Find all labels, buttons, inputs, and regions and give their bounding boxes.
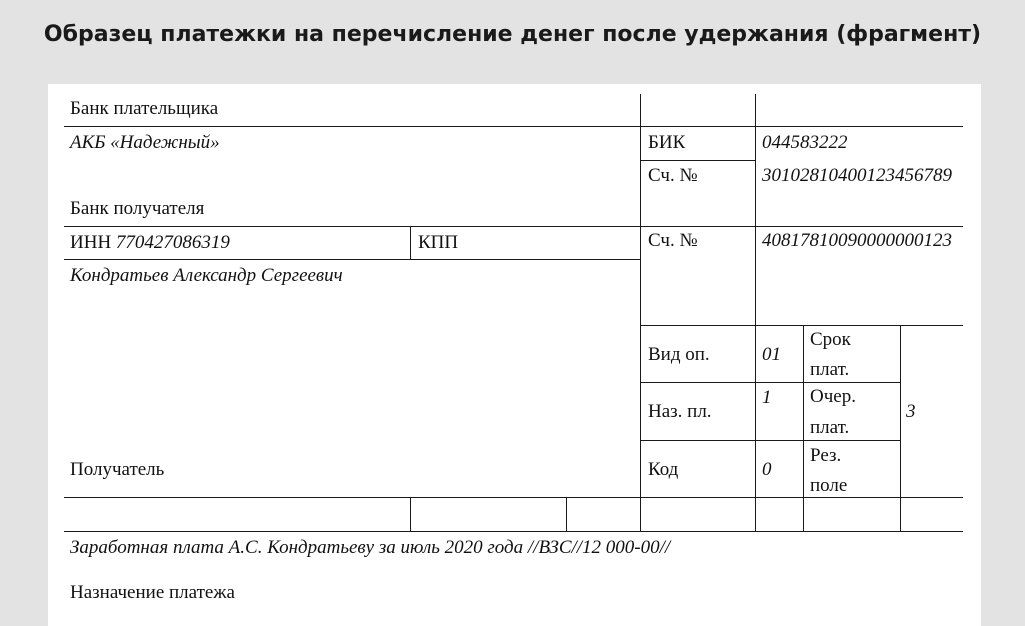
- ocher-plat-value: 3: [906, 401, 916, 422]
- vid-op-label: Вид оп.: [648, 344, 710, 365]
- bik-label: БИК: [648, 132, 686, 153]
- divider: [755, 94, 756, 531]
- bik-value: 044583222: [762, 132, 848, 153]
- account-value: 40817810090000000123: [762, 230, 952, 251]
- naz-pl-label: Наз. пл.: [648, 401, 712, 422]
- payer-bank-value: АКБ «Надежный»: [70, 132, 220, 153]
- divider: [410, 497, 411, 531]
- divider: [803, 440, 900, 441]
- kpp-label: КПП: [418, 232, 459, 253]
- recipient-bank-label: Банк получателя: [70, 198, 205, 219]
- corr-account-value: 30102810400123456789: [762, 165, 952, 186]
- rez-pole-label-2: поле: [810, 475, 848, 496]
- divider: [900, 325, 901, 531]
- page-title: Образец платежки на перечисление денег после удержания (фрагмент): [43, 22, 982, 47]
- divider: [640, 126, 963, 127]
- divider: [566, 497, 567, 531]
- inn-label: [70, 232, 230, 254]
- payment-purpose-text: Заработная плата А.С. Кондратьеву за июль 2020 года //ВЗС//12 000-00//: [70, 537, 671, 558]
- naz-pl-value: 1: [762, 387, 772, 408]
- divider: [640, 440, 803, 441]
- payer-bank-label: Банк плательщика: [70, 98, 219, 119]
- srok-plat-label-1: Срок: [810, 329, 851, 350]
- recipient-name: Кондратьев Александр Сергеевич: [70, 265, 343, 286]
- divider: [64, 126, 640, 127]
- rez-pole-label-1: Рез.: [810, 445, 842, 466]
- account-label: Сч. №: [648, 230, 698, 251]
- inn-label-text: ИНН: [70, 232, 112, 253]
- recipient-label: Получатель: [70, 459, 165, 480]
- payment-purpose-label: Назначение платежа: [70, 582, 235, 603]
- divider: [640, 94, 641, 531]
- divider: [64, 497, 963, 498]
- divider: [64, 531, 963, 532]
- inn-value: 770427086319: [115, 232, 230, 253]
- divider: [803, 382, 900, 383]
- kod-label: Код: [648, 459, 679, 480]
- divider: [640, 325, 963, 326]
- ocher-plat-label-1: Очер.: [810, 386, 856, 407]
- kod-value: 0: [762, 459, 772, 480]
- ocher-plat-label-2: плат.: [810, 417, 850, 438]
- divider: [410, 226, 411, 259]
- payment-order-form: [48, 84, 981, 626]
- corr-account-label: Сч. №: [648, 165, 698, 186]
- divider: [640, 382, 803, 383]
- srok-plat-label-2: плат.: [810, 359, 850, 380]
- vid-op-value: 01: [762, 344, 781, 365]
- divider: [640, 160, 755, 161]
- divider: [64, 259, 640, 260]
- divider: [64, 226, 963, 227]
- divider: [803, 325, 804, 531]
